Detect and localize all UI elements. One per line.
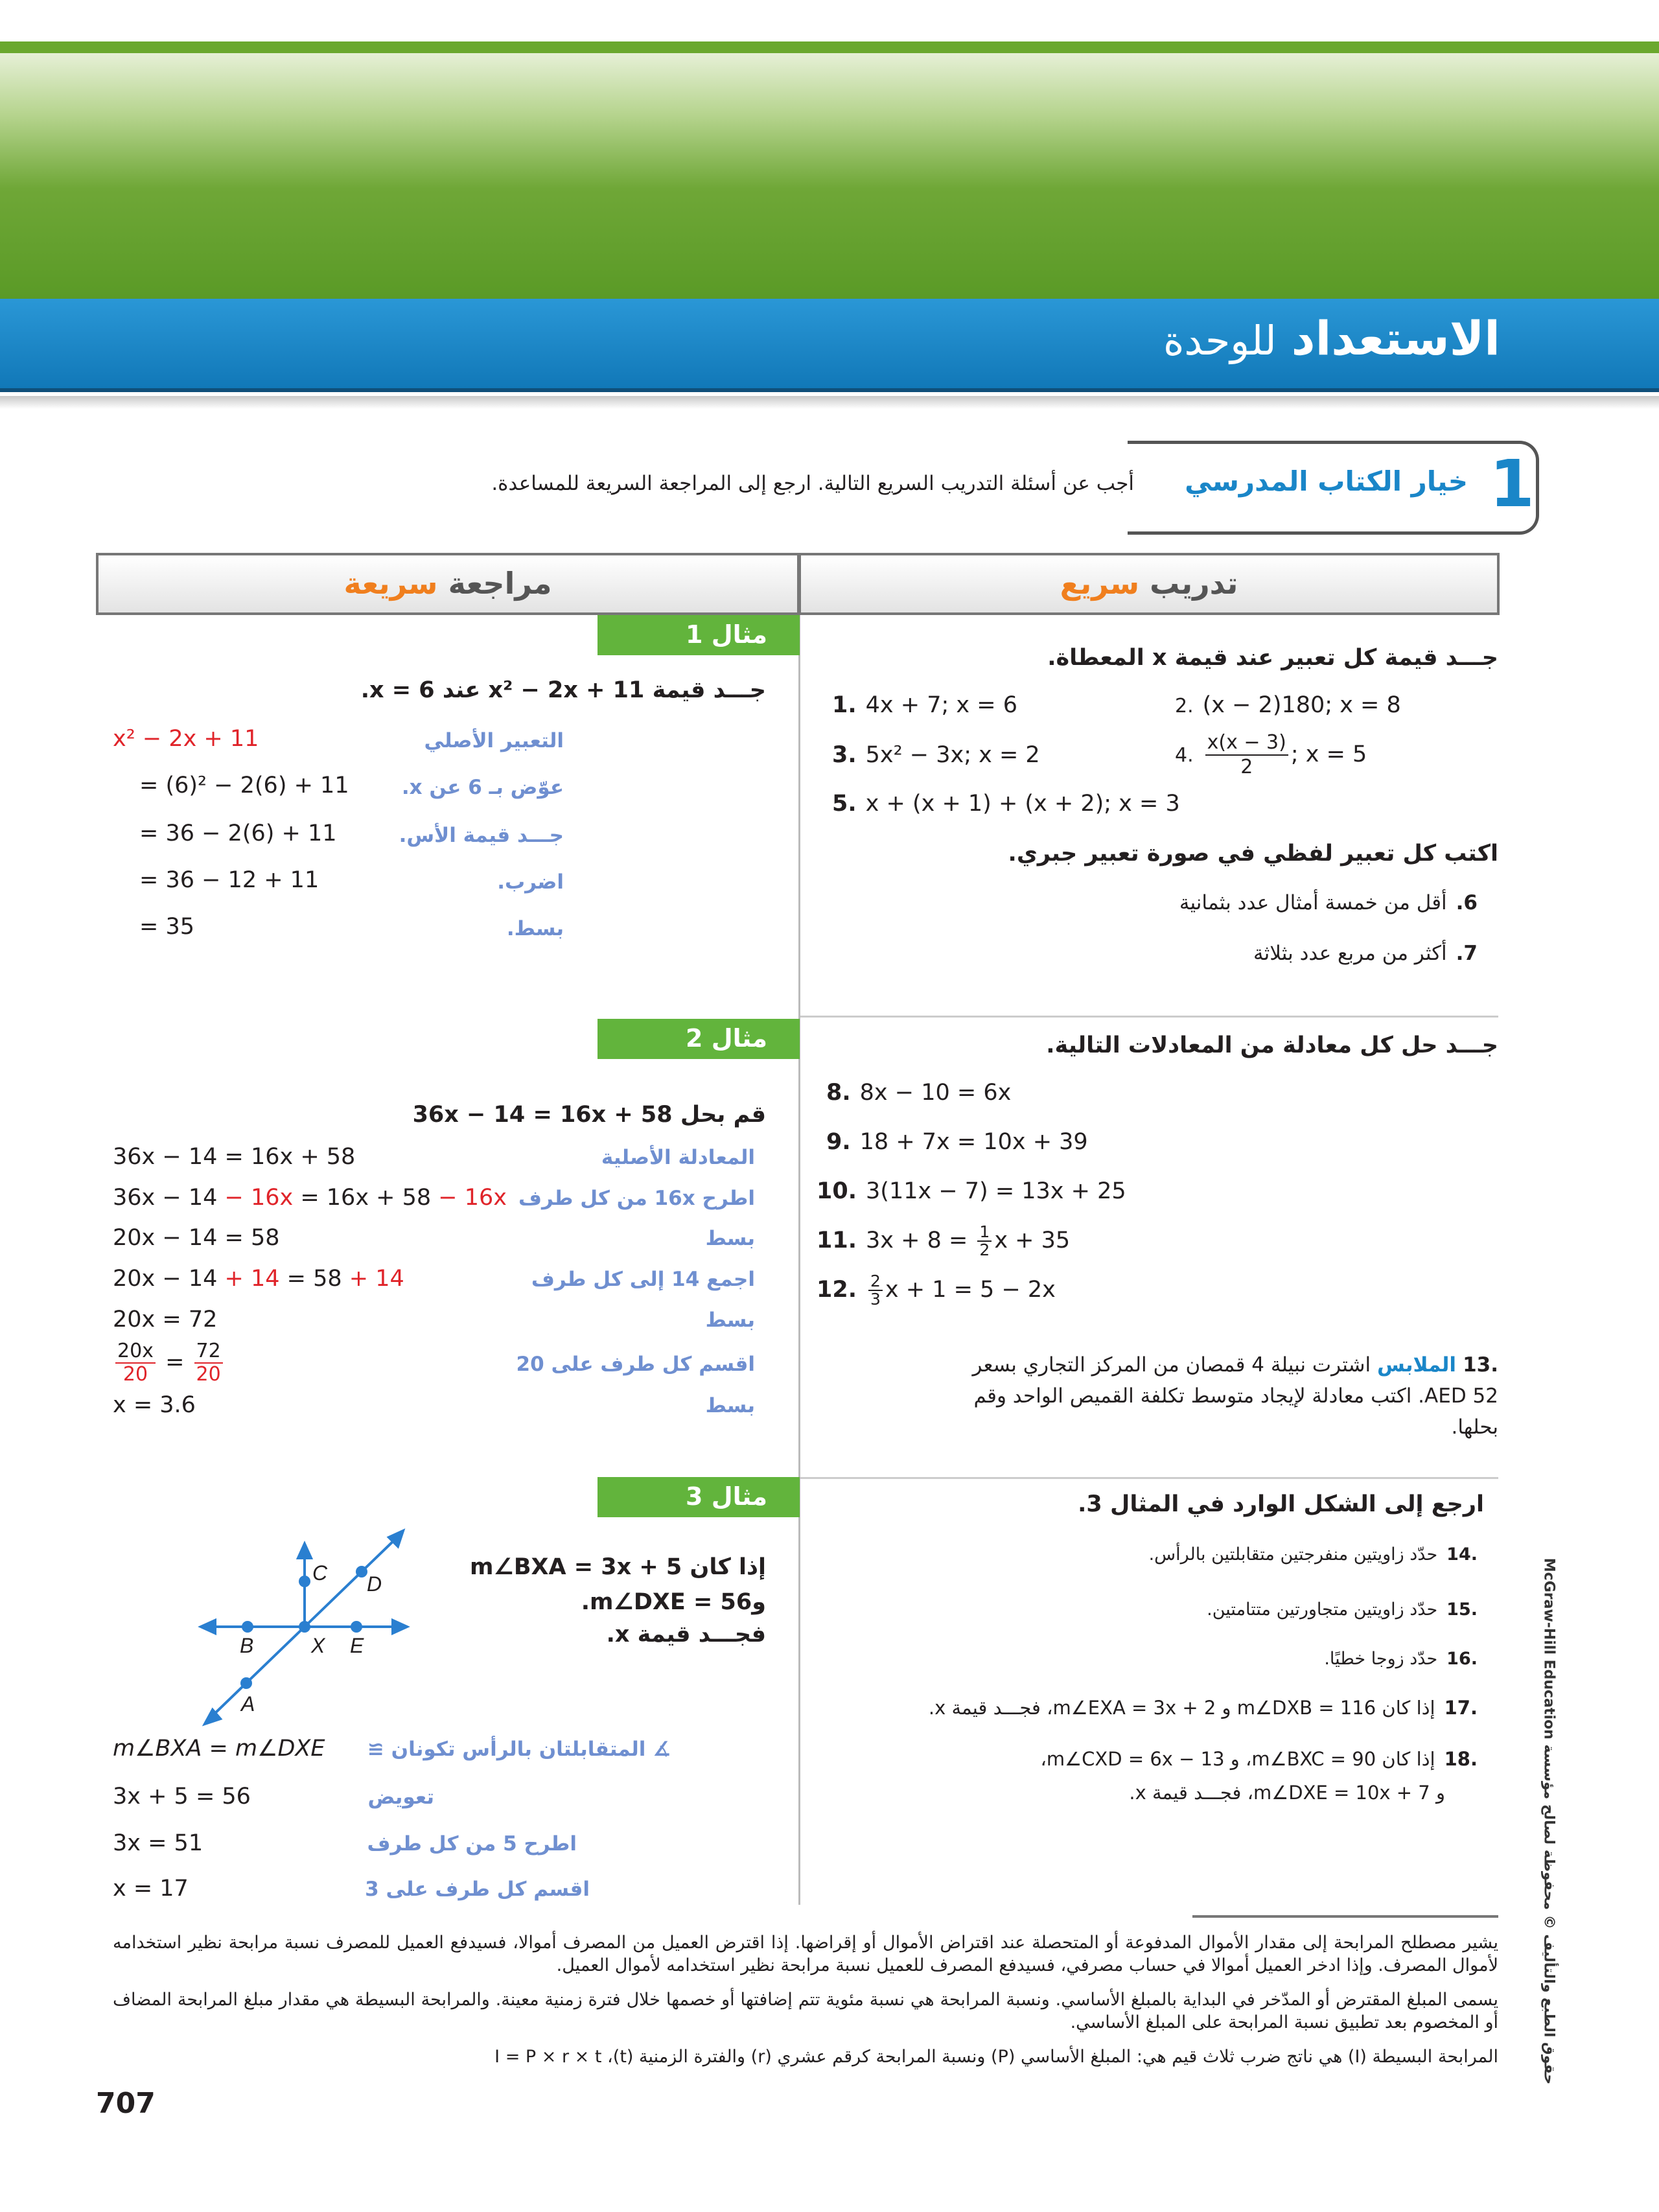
practice-heading: جـــد قيمة كل تعبير عند قيمة x المعطاة. bbox=[1047, 645, 1498, 671]
exercise-text: إذا كان m∠DXB = 116 و m∠EXA = 3x + 2، فجـــد قيمة x. bbox=[928, 1697, 1435, 1719]
exercise-keyword: الملابس bbox=[1377, 1353, 1457, 1377]
exercise-text: ; x = 5 bbox=[1290, 741, 1367, 767]
exercise-text: 5x² − 3x; x = 2 bbox=[865, 742, 1040, 768]
exercise-number: .14 bbox=[1446, 1544, 1478, 1565]
exercise-number: 8. bbox=[826, 1080, 851, 1106]
example-1-tab: مثال 1 bbox=[597, 615, 800, 655]
exercise-text: x + 35 bbox=[994, 1228, 1071, 1253]
copyright-notice bbox=[1536, 1557, 1562, 2085]
math-part: = 58 bbox=[279, 1266, 349, 1292]
exercise-number: 2. bbox=[1175, 695, 1194, 717]
step-label: اطرح 5 من كل طرف bbox=[367, 1832, 577, 1856]
step-math: m∠BXA = m∠DXE bbox=[113, 1736, 325, 1762]
step-math: 36x − 14 = 16x + 58 bbox=[113, 1144, 356, 1170]
angle-diagram bbox=[194, 1523, 415, 1730]
exercise-number: 5. bbox=[832, 791, 857, 817]
step-math: 20x = 72 bbox=[113, 1307, 218, 1333]
exercise-text: (x − 2)180; x = 8 bbox=[1202, 692, 1401, 718]
practice-heading: جـــد حل كل معادلة من المعادلات التالية. bbox=[1046, 1032, 1498, 1058]
label-x: X bbox=[311, 1634, 325, 1657]
title-shadow bbox=[0, 396, 1659, 409]
practice-heading: ارجع إلى الشكل الوارد في المثال 3. bbox=[1078, 1491, 1484, 1517]
math-part: = 16x + 58 bbox=[293, 1185, 439, 1211]
math-highlight: − 16x bbox=[224, 1185, 294, 1211]
label-c: C bbox=[312, 1561, 328, 1585]
exercise-18-cont: و m∠DXE = 10x + 7، فجـــد قيمة x. bbox=[1129, 1782, 1445, 1804]
step-math: = 36 − 2(6) + 11 bbox=[139, 821, 337, 846]
step-label: جـــد قيمة الأس. bbox=[399, 824, 564, 847]
example-2-tab: مثال 2 bbox=[597, 1019, 800, 1059]
step-math: 20x − 14 = 58 bbox=[113, 1225, 280, 1251]
exercise-3 bbox=[832, 742, 1040, 768]
exercise-number: 4. bbox=[1175, 744, 1194, 767]
footnote: المرابحة البسيطة (I) هي ناتج ضرب ثلاث قيم هي: المبلغ الأساسي (P) ونسبة المرابحة كرقم عشري (r) والفترة الزمنية (t)، I = P × r × t bbox=[494, 2047, 1498, 2067]
exercise-7 bbox=[1253, 942, 1478, 965]
exercise-number: 6. bbox=[1456, 891, 1478, 914]
math-highlight: + 14 bbox=[349, 1266, 404, 1292]
page-title bbox=[1163, 311, 1500, 376]
step-math bbox=[113, 1266, 404, 1292]
point-c bbox=[300, 1577, 309, 1586]
example-2-problem: قم بحل 36x − 14 = 16x + 58 bbox=[412, 1102, 766, 1128]
section-instructions: أجب عن أسئلة التدريب السريع التالية. ارجع إلى المراجعة السريعة للمساعدة. bbox=[491, 472, 1134, 495]
exercise-number: 11. bbox=[817, 1228, 857, 1253]
arrowhead bbox=[298, 1544, 311, 1558]
exercise-text: حدّد زاويتين متجاورتين متتامتين. bbox=[1207, 1600, 1438, 1620]
step-math: = 36 − 12 + 11 bbox=[139, 867, 319, 893]
fraction-denominator: 2 bbox=[1240, 756, 1253, 778]
top-accent-line bbox=[0, 41, 1659, 53]
title-bold: الاستعداد bbox=[1291, 311, 1500, 366]
step-math bbox=[113, 1185, 507, 1211]
header-word-accent: سريعة bbox=[343, 566, 438, 601]
exercise-17 bbox=[929, 1697, 1478, 1719]
column-divider bbox=[798, 615, 800, 1905]
exercise-number: .15 bbox=[1446, 1600, 1478, 1620]
header-band bbox=[0, 53, 1659, 299]
exercise-number: 9. bbox=[826, 1129, 851, 1155]
example-3-problem-line: فجـــد قيمة x. bbox=[606, 1622, 766, 1647]
exercise-text: 8x − 10 = 6x bbox=[859, 1080, 1012, 1106]
section-title: خيار الكتاب المدرسي bbox=[1185, 465, 1468, 497]
footnote: يسمى المبلغ المقترض أو المدّخر في البداية بالمبلغ الأساسي. ونسبة المرابحة هي نسبة مئوية تتم إضافتها أو خصمها خلال فترة زمنية معينة. والمرابحة البسيطة هي مقدار مبلغ المرابحة المضاف أو المخصوم بعد تطبيق نسبة المرابحة على المبلغ الأساسي. bbox=[113, 1990, 1498, 2032]
label-e: E bbox=[350, 1634, 364, 1657]
step-label: عوّض بـ 6 عن x. bbox=[401, 776, 564, 799]
exercise-12 bbox=[817, 1273, 1056, 1308]
step-label: اطرح 16x من كل طرف bbox=[518, 1187, 755, 1210]
fraction-denominator: 3 bbox=[870, 1290, 881, 1309]
exercise-9 bbox=[826, 1129, 1088, 1155]
step-math: = (6)² − 2(6) + 11 bbox=[139, 773, 349, 798]
copyright-text: حقوق الطبع والتأليف © محفوظة لصالح مؤسسة McGraw-Hill Education bbox=[1540, 1557, 1557, 2085]
exercise-text: AED 52. اكتب معادلة لإيجاد متوسط تكلفة القميص الواحد وقم bbox=[973, 1384, 1498, 1408]
fraction-numerator: 1 bbox=[977, 1224, 992, 1242]
exercise-text: بحلها. bbox=[1451, 1415, 1498, 1439]
exercise-number: .17 bbox=[1444, 1697, 1478, 1719]
math-part: 20x − 14 bbox=[113, 1266, 225, 1292]
step-math: x = 17 bbox=[113, 1876, 189, 1902]
practice-heading: اكتب كل تعبير لفظي في صورة تعبير جبري. bbox=[1008, 841, 1498, 867]
section-number: 1 bbox=[1489, 446, 1535, 522]
exercise-1 bbox=[832, 692, 1017, 718]
math-highlight: + 14 bbox=[224, 1266, 280, 1292]
header-word-accent: سريع bbox=[1060, 566, 1140, 601]
math-part: 36x − 14 bbox=[113, 1185, 225, 1211]
row-divider bbox=[800, 1016, 1498, 1018]
exercise-text: حدّد زاويتين منفرجتين متقابلتين بالرأس. bbox=[1148, 1544, 1438, 1565]
exercise-8 bbox=[826, 1080, 1011, 1106]
exercise-5 bbox=[832, 791, 1180, 817]
exercise-11 bbox=[817, 1224, 1070, 1259]
exercise-15 bbox=[1207, 1600, 1478, 1620]
exercise-number: .13 bbox=[1463, 1353, 1498, 1377]
exercise-text: إذا كان m∠BXC = 90، و m∠CXD = 6x − 13، bbox=[1040, 1748, 1435, 1770]
exercise-text: حدّد زوجا خطيًا. bbox=[1324, 1649, 1438, 1669]
exercise-number: .16 bbox=[1446, 1649, 1478, 1669]
fraction-denominator: 2 bbox=[979, 1240, 990, 1259]
exercise-6 bbox=[1179, 891, 1478, 914]
exercise-text: x + (x + 1) + (x + 2); x = 3 bbox=[865, 791, 1180, 817]
row-divider bbox=[800, 1477, 1498, 1479]
step-label: اقسم كل طرف على 20 bbox=[516, 1353, 755, 1376]
step-label: اجمع 14 إلى كل طرف bbox=[531, 1268, 755, 1291]
header-word: تدريب bbox=[1150, 566, 1238, 601]
footnote: يشير مصطلح المرابحة إلى مقدار الأموال المدفوعة أو المتحصلة عند اقتراض الأموال أو إقراضها. إذا اقترض العميل من المصرف أموالا، فسيدفع العميل للمصرف نسبة مرابحة نظير استخدامه لأموال المصرف. وإذا ادخر العميل أموالا في حساب مصرفي، فسيدفع المصرف للعميل نسبة مرابحة نظير استخدامه لأموال العميل. bbox=[113, 1933, 1498, 1975]
fraction-numerator: 72 bbox=[194, 1340, 223, 1364]
title-light: للوحدة bbox=[1163, 317, 1277, 364]
step-math: 3x = 51 bbox=[113, 1830, 203, 1856]
exercise-2 bbox=[1175, 692, 1401, 718]
step-label: المعادلة الأصلية bbox=[601, 1146, 755, 1169]
exercise-number: 10. bbox=[817, 1178, 857, 1204]
step-label: ∡ المتقابلتان بالرأس تكونان ≅ bbox=[367, 1738, 671, 1761]
fraction-numerator: x(x − 3) bbox=[1205, 731, 1288, 756]
quick-check-header bbox=[798, 553, 1500, 615]
label-b: B bbox=[240, 1634, 254, 1657]
exercise-text: 18 + 7x = 10x + 39 bbox=[859, 1129, 1088, 1155]
exercise-10 bbox=[817, 1178, 1126, 1204]
step-label: بسط bbox=[705, 1227, 755, 1250]
arrowhead bbox=[393, 1620, 407, 1633]
step-math: 3x + 5 = 56 bbox=[113, 1784, 251, 1810]
exercise-number: 7. bbox=[1456, 942, 1478, 965]
header-word: مراجعة bbox=[448, 566, 552, 601]
example-3-tab: مثال 3 bbox=[597, 1477, 800, 1517]
exercise-text: أكثر من مربع عدد بثلاثة bbox=[1253, 942, 1447, 965]
fraction-denominator: 20 bbox=[196, 1363, 221, 1386]
fraction-numerator: 20x bbox=[115, 1340, 156, 1364]
step-label: التعبير الأصلي bbox=[424, 729, 564, 752]
step-math: x² − 2x + 11 bbox=[113, 726, 259, 752]
example-3-problem-line: وm∠DXE = 56. bbox=[581, 1589, 766, 1615]
step-label: اضرب. bbox=[497, 870, 564, 894]
label-d: D bbox=[367, 1572, 382, 1596]
step-math: = 35 bbox=[139, 914, 194, 940]
exercise-number: .18 bbox=[1444, 1748, 1478, 1770]
arrowhead bbox=[201, 1620, 215, 1633]
example-3-problem-line: إذا كان m∠BXA = 3x + 5 bbox=[470, 1554, 766, 1580]
exercise-number: 12. bbox=[817, 1277, 857, 1303]
point-a bbox=[242, 1679, 251, 1688]
point-e bbox=[352, 1622, 361, 1631]
example-1-problem: جـــد قيمة 11 + x² − 2x عند x = 6. bbox=[360, 677, 766, 703]
step-math: x = 3.6 bbox=[113, 1392, 196, 1418]
exercise-number: 1. bbox=[832, 692, 857, 718]
exercise-14 bbox=[1149, 1544, 1478, 1565]
point-d bbox=[357, 1567, 366, 1576]
exercise-text: 3(11x − 7) = 13x + 25 bbox=[866, 1178, 1126, 1204]
math-highlight: − 16x bbox=[438, 1185, 507, 1211]
quick-review-header bbox=[96, 553, 800, 615]
exercise-16 bbox=[1324, 1649, 1478, 1669]
exercise-text: x + 1 = 5 − 2x bbox=[885, 1277, 1056, 1303]
exercise-4 bbox=[1175, 731, 1367, 779]
fraction-numerator: 2 bbox=[868, 1273, 883, 1291]
fraction-denominator: 20 bbox=[122, 1363, 148, 1386]
exercise-18 bbox=[1041, 1748, 1478, 1770]
exercise-text: اشترت نبيلة 4 قمصان من المركز التجاري بسعر bbox=[972, 1353, 1371, 1377]
exercise-text: أقل من خمسة أمثال عدد بثمانية bbox=[1179, 891, 1447, 914]
exercise-13 bbox=[850, 1349, 1498, 1443]
point-b bbox=[243, 1622, 252, 1631]
label-a: A bbox=[241, 1692, 255, 1716]
page-number: 707 bbox=[96, 2087, 156, 2120]
footnote-rule bbox=[1192, 1915, 1498, 1918]
step-label: بسط. bbox=[506, 917, 564, 940]
exercise-number: 3. bbox=[832, 742, 857, 768]
step-label: بسط bbox=[705, 1309, 755, 1332]
exercise-text: 3x + 8 = bbox=[866, 1228, 975, 1253]
step-label: بسط bbox=[705, 1394, 755, 1417]
step-label: اقسم كل طرف على 3 bbox=[365, 1878, 590, 1901]
exercise-text: 4x + 7; x = 6 bbox=[865, 692, 1017, 718]
step-math: $\frac{20x}{20}$ = $\frac{72}{20}$ bbox=[113, 1340, 226, 1386]
step-label: تعويض bbox=[367, 1786, 434, 1809]
point-x bbox=[300, 1622, 309, 1631]
